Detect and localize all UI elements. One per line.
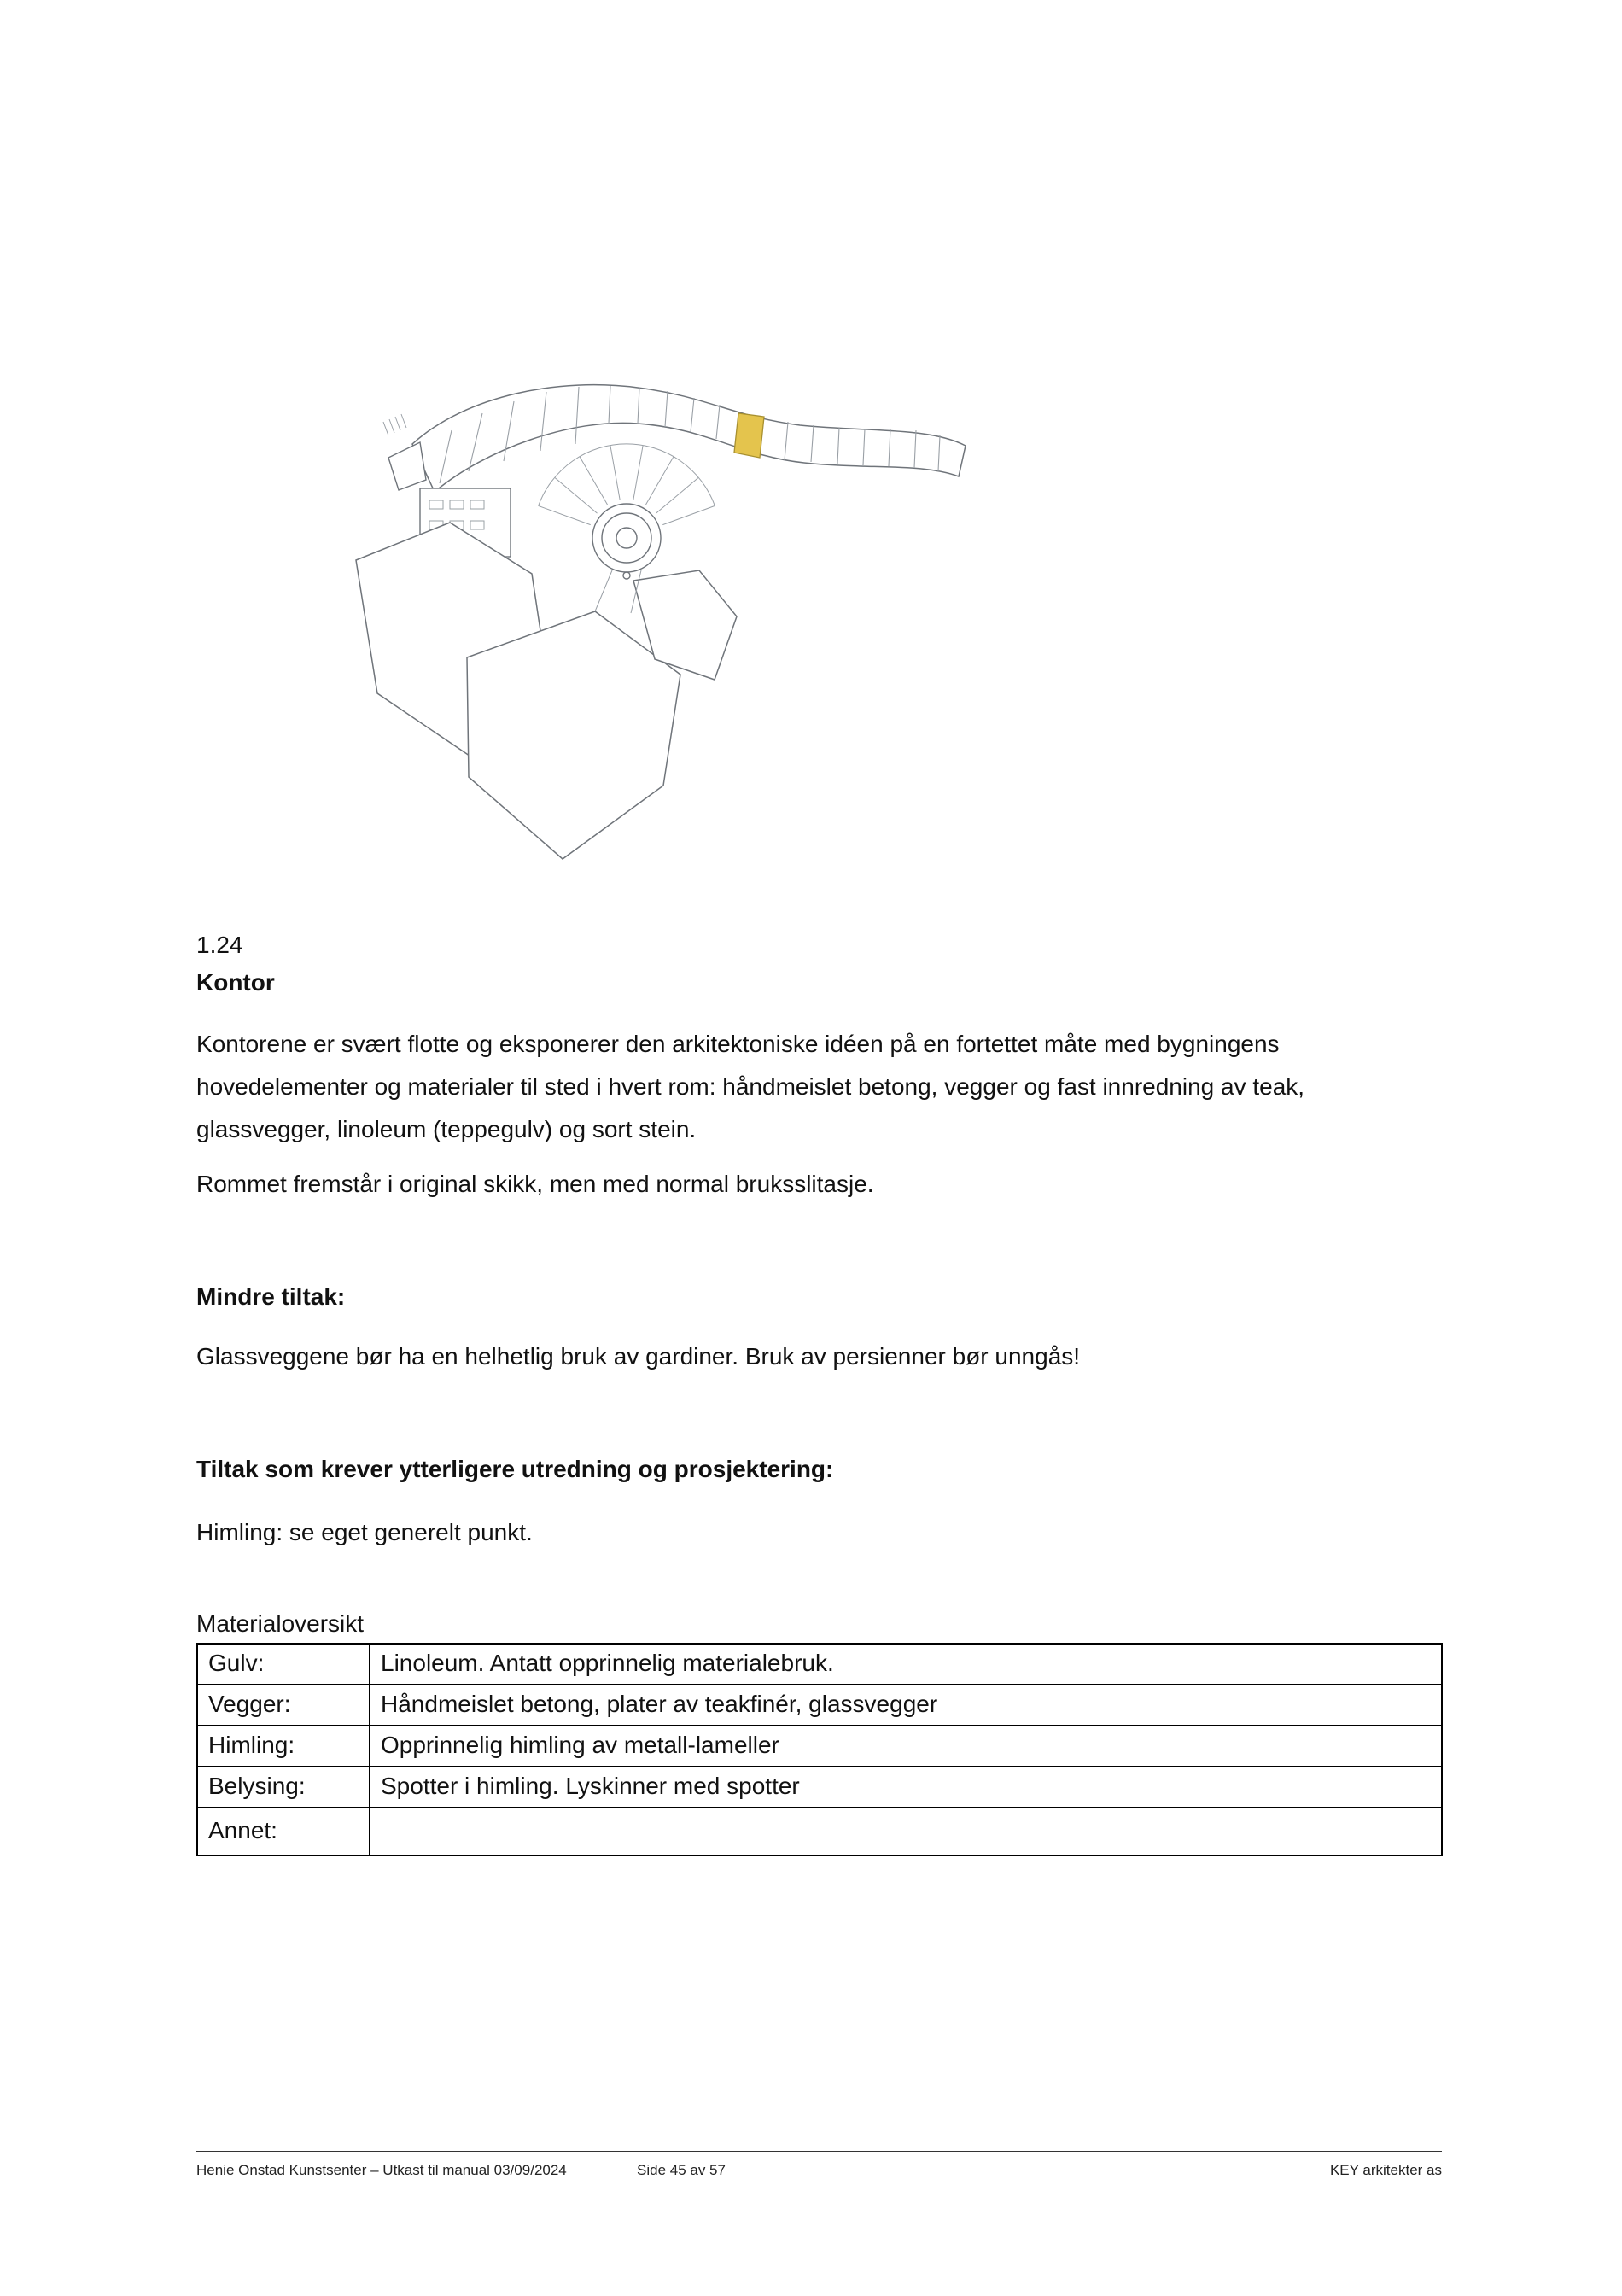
table-row <box>197 1808 1442 1855</box>
table-row-label: Belysing: <box>197 1767 370 1808</box>
paragraph-himling: Himling: se eget generelt punkt. <box>196 1519 533 1545</box>
section-title: Kontor <box>196 969 275 996</box>
floor-plan-drawing <box>339 376 980 878</box>
footer-divider <box>196 2151 1442 2152</box>
table-row <box>197 1767 1442 1808</box>
table-row-value <box>370 1808 1442 1855</box>
table-row-label: Gulv: <box>197 1644 370 1685</box>
table-row-label: Vegger: <box>197 1685 370 1726</box>
table-row-value: Opprinnelig himling av metall-lameller <box>370 1726 1442 1767</box>
table-row-value: Linoleum. Antatt opprinnelig materialebruk. <box>370 1644 1442 1685</box>
table-row <box>197 1644 1442 1685</box>
floor-plan-image <box>339 376 980 878</box>
table-row <box>197 1685 1442 1726</box>
table-row-value: Spotter i himling. Lyskinner med spotter <box>370 1767 1442 1808</box>
footer-author: KEY arkitekter as <box>1329 2162 1442 2178</box>
highlighted-room <box>734 413 764 458</box>
footer-page-number: Side 45 av 57 <box>637 2162 726 2178</box>
footer-document-title: Henie Onstad Kunstsenter – Utkast til manual 03/09/2024 <box>196 2162 567 2178</box>
section-number: 1.24 <box>196 932 243 958</box>
materials-table-title: Materialoversikt <box>196 1610 365 1637</box>
table-row-value: Håndmeislet betong, plater av teakfinér, glassvegger <box>370 1685 1442 1726</box>
heading-mindre-tiltak: Mindre tiltak: <box>196 1283 346 1310</box>
paragraph-mindre-tiltak: Glassveggene bør ha en helhetlig bruk av gardiner. Bruk av persienner bør unngås! <box>196 1343 1081 1370</box>
table-row-label: Annet: <box>197 1808 370 1855</box>
paragraph-intro: Kontorene er svært flotte og eksponerer den arkitektoniske idéen på en fortettet måte med bygningens hovedelementer og materialer til sted i hvert rom: håndmeislet betong, vegger og fast innredning av teak, glassvegger, linoleum (teppegulv) og sort stein. <box>196 1031 1305 1142</box>
table-row-label: Himling: <box>197 1726 370 1767</box>
heading-tiltak-utredning: Tiltak som krever ytterligere utredning og prosjektering: <box>196 1456 834 1482</box>
materials-table <box>196 1643 1443 1856</box>
table-row <box>197 1726 1442 1767</box>
paragraph-condition: Rommet fremstår i original skikk, men med normal bruksslitasje. <box>196 1171 874 1197</box>
